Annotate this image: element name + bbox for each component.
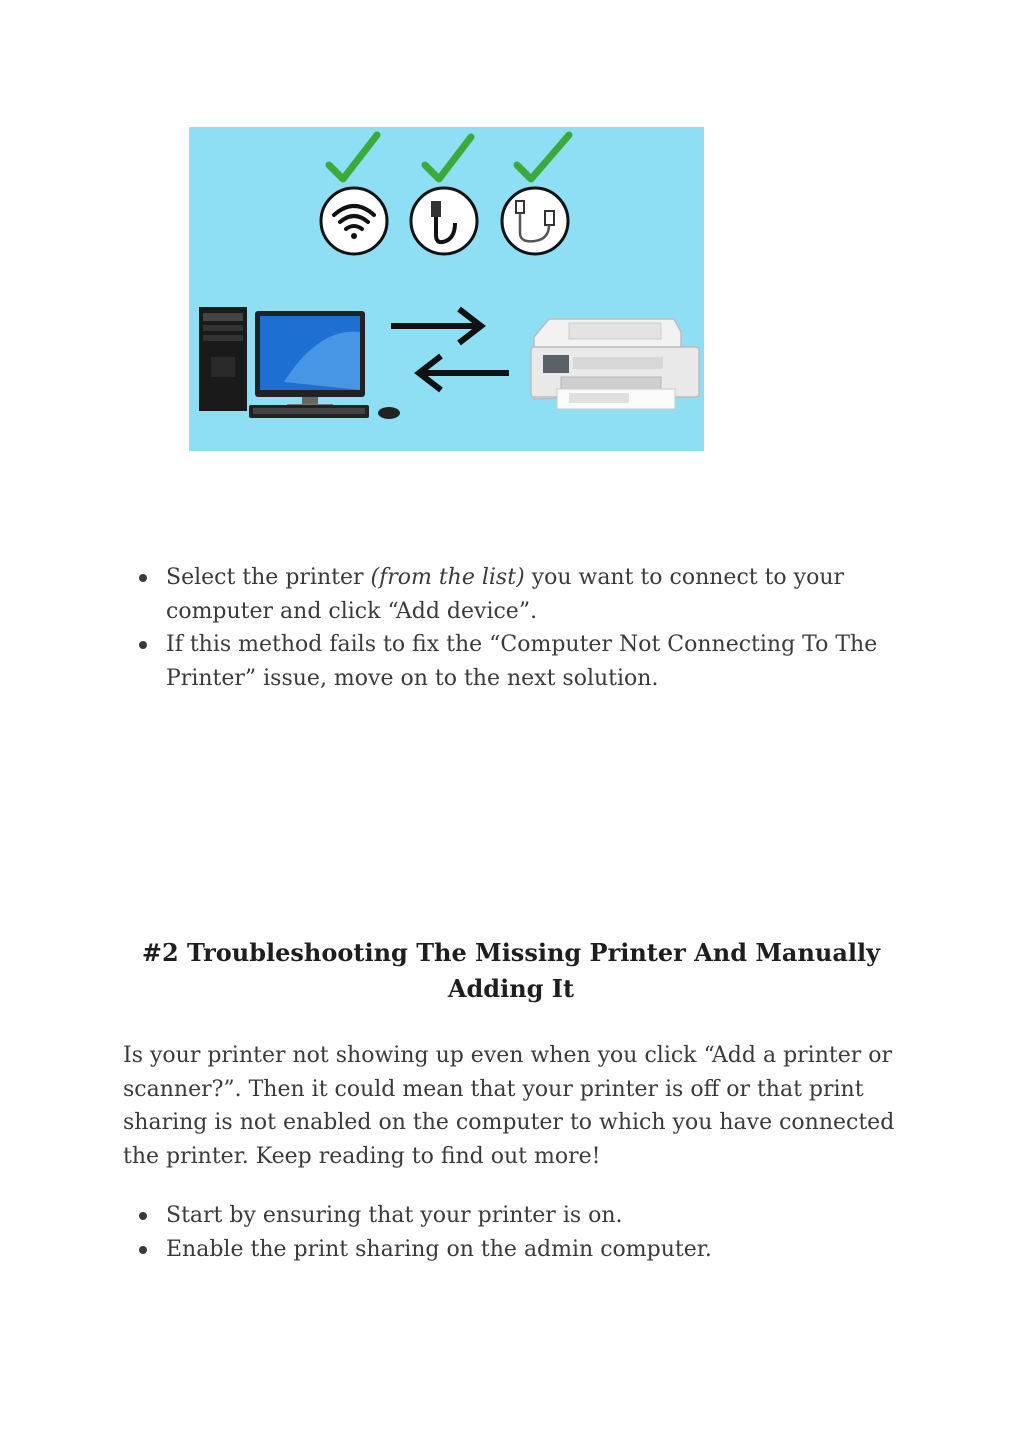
check-icon xyxy=(329,135,377,179)
list-item: Start by ensuring that your printer is on. xyxy=(123,1199,913,1233)
usb-cable-icon xyxy=(502,188,568,254)
ethernet-cable-icon xyxy=(411,188,477,254)
list-item: Enable the print sharing on the admin computer. xyxy=(123,1233,913,1267)
list-item: Select the printer (from the list) you want to connect to your computer and click “Add device”. xyxy=(123,561,913,628)
transfer-arrows-icon xyxy=(391,309,509,390)
list-item: If this method fails to fix the “Computer Not Connecting To The Printer” issue, move on to the next solution. xyxy=(123,628,913,695)
steps-list xyxy=(123,561,913,695)
section-paragraph: Is your printer not showing up even when you click “Add a printer or scanner?”. Then it could mean that your printer is off or that print sharing is not enabled on the computer to which you have connected the printer. Keep reading to find out more! xyxy=(123,1043,895,1169)
check-icon xyxy=(425,137,471,179)
list-item-emphasis: (from the list) xyxy=(370,565,525,590)
printer-icon xyxy=(531,319,699,409)
section-heading: #2 Troubleshooting The Missing Printer And Manually Adding It xyxy=(141,938,881,1003)
steps-list-2 xyxy=(123,1199,913,1266)
desktop-computer-icon xyxy=(199,307,400,419)
connection-illustration xyxy=(189,127,704,451)
wifi-icon xyxy=(321,188,387,254)
check-icon xyxy=(517,135,569,179)
